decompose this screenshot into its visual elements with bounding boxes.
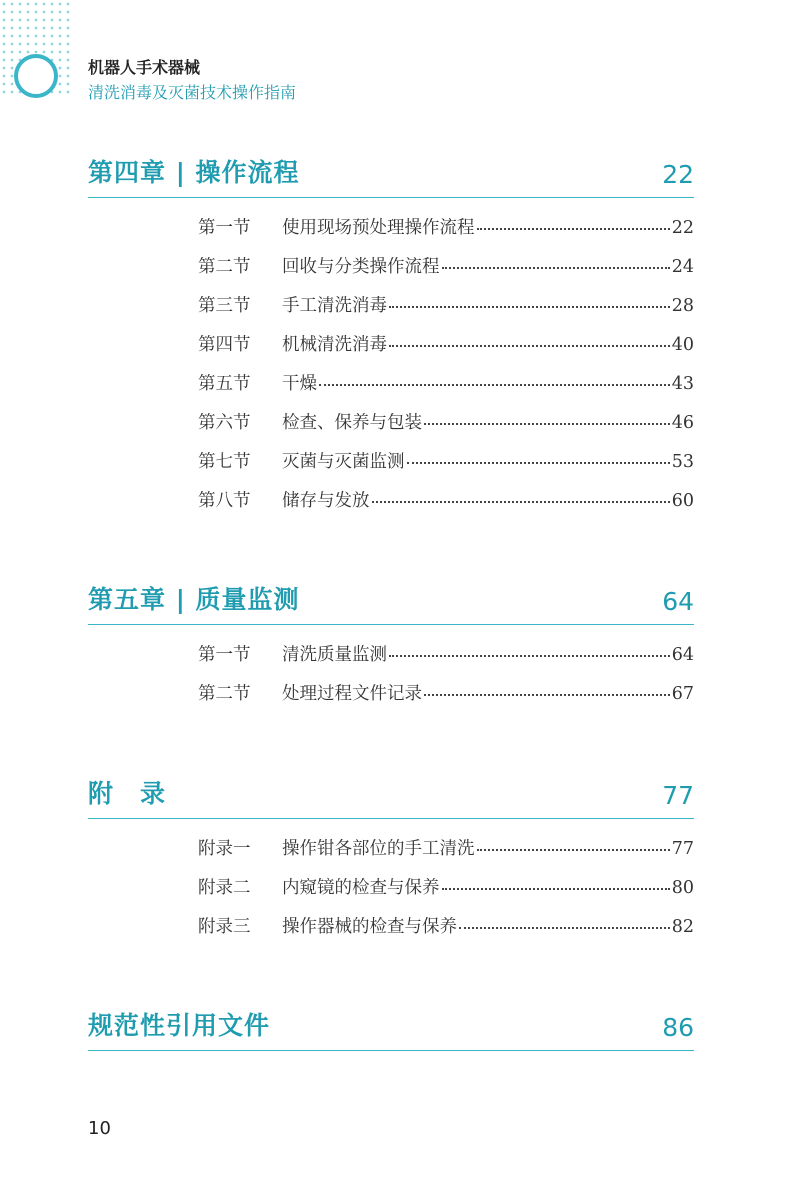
toc-entry[interactable] [198,253,694,292]
section-title: 检查、保养与包装 [282,413,422,433]
section-title: 处理过程文件记录 [282,684,422,704]
toc-entry[interactable] [198,487,694,526]
chapter-4 [88,153,694,526]
section-page: 82 [671,917,694,937]
dot-leader [389,345,670,347]
section-title: 干燥 [282,374,317,394]
chapter-title[interactable]: 第五章 | 质量监测 [88,585,300,614]
section-page: 43 [671,374,694,394]
toc-entry[interactable] [198,214,694,253]
section-list [88,835,694,952]
dot-leader [389,655,670,657]
appendix [88,774,694,952]
section-title: 内窥镜的检查与保养 [282,878,440,898]
section-page: 80 [671,878,694,898]
dot-leader [442,267,670,269]
section-number: 第八节 [198,491,251,511]
section-page: 64 [671,645,694,665]
dot-leader [389,306,670,308]
toc-entry[interactable] [198,448,694,487]
section-number: 第三节 [198,296,251,316]
section-page: 60 [671,491,694,511]
chapter-title[interactable]: 附 录 [88,779,167,808]
section-number: 第二节 [198,257,251,277]
chapter-title[interactable]: 第四章 | 操作流程 [88,158,300,187]
chapter-heading [88,580,694,625]
section-number: 附录二 [198,878,251,898]
section-page: 40 [671,335,694,355]
section-number: 第一节 [198,645,251,665]
section-list [88,214,694,526]
section-title: 机械清洗消毒 [282,335,387,355]
section-title: 操作器械的检查与保养 [282,917,457,937]
toc-entry[interactable] [198,835,694,874]
toc-entry[interactable] [198,874,694,913]
section-title: 手工清洗消毒 [282,296,387,316]
toc-entry[interactable] [198,680,694,719]
section-number: 第七节 [198,452,251,472]
dot-leader [459,927,670,929]
dot-leader [477,228,670,230]
page-number: 10 [88,1118,111,1139]
toc-entry[interactable] [198,331,694,370]
circle-logo-decoration [14,54,58,98]
section-title: 使用现场预处理操作流程 [282,218,475,238]
section-number: 第五节 [198,374,251,394]
chapter-heading [88,153,694,198]
chapter-heading [88,1006,694,1051]
book-title-line1: 机器人手术器械 [88,58,201,77]
toc-entry[interactable] [198,292,694,331]
section-list [88,641,694,719]
section-page: 77 [671,839,694,859]
chapter-page-number: 22 [662,160,694,189]
section-number: 第六节 [198,413,251,433]
section-title: 操作钳各部位的手工清洗 [282,839,475,859]
dot-leader [319,384,670,386]
section-page: 22 [671,218,694,238]
chapter-title[interactable]: 规范性引用文件 [88,1011,271,1040]
section-title: 储存与发放 [282,491,370,511]
chapter-page-number: 64 [662,587,694,616]
section-title: 灭菌与灭菌监测 [282,452,405,472]
section-page: 28 [671,296,694,316]
toc-entry[interactable] [198,370,694,409]
normative-references [88,1006,694,1051]
section-page: 53 [671,452,694,472]
chapter-page-number: 86 [662,1013,694,1042]
toc-entry[interactable] [198,913,694,952]
section-number: 第四节 [198,335,251,355]
dot-leader [424,423,670,425]
book-title-line2: 清洗消毒及灭菌技术操作指南 [88,83,297,102]
section-title: 清洗质量监测 [282,645,387,665]
dot-leader [424,694,670,696]
section-page: 67 [671,684,694,704]
section-title: 回收与分类操作流程 [282,257,440,277]
chapter-page-number: 77 [662,781,694,810]
section-number: 附录三 [198,917,251,937]
chapter-heading [88,774,694,819]
dot-leader [442,888,670,890]
section-number: 第二节 [198,684,251,704]
toc-entry[interactable] [198,409,694,448]
chapter-5 [88,580,694,719]
dot-leader [372,501,670,503]
section-number: 第一节 [198,218,251,238]
section-number: 附录一 [198,839,251,859]
toc-entry[interactable] [198,641,694,680]
section-page: 46 [671,413,694,433]
dot-leader [477,849,670,851]
dot-leader [407,462,670,464]
section-page: 24 [671,257,694,277]
